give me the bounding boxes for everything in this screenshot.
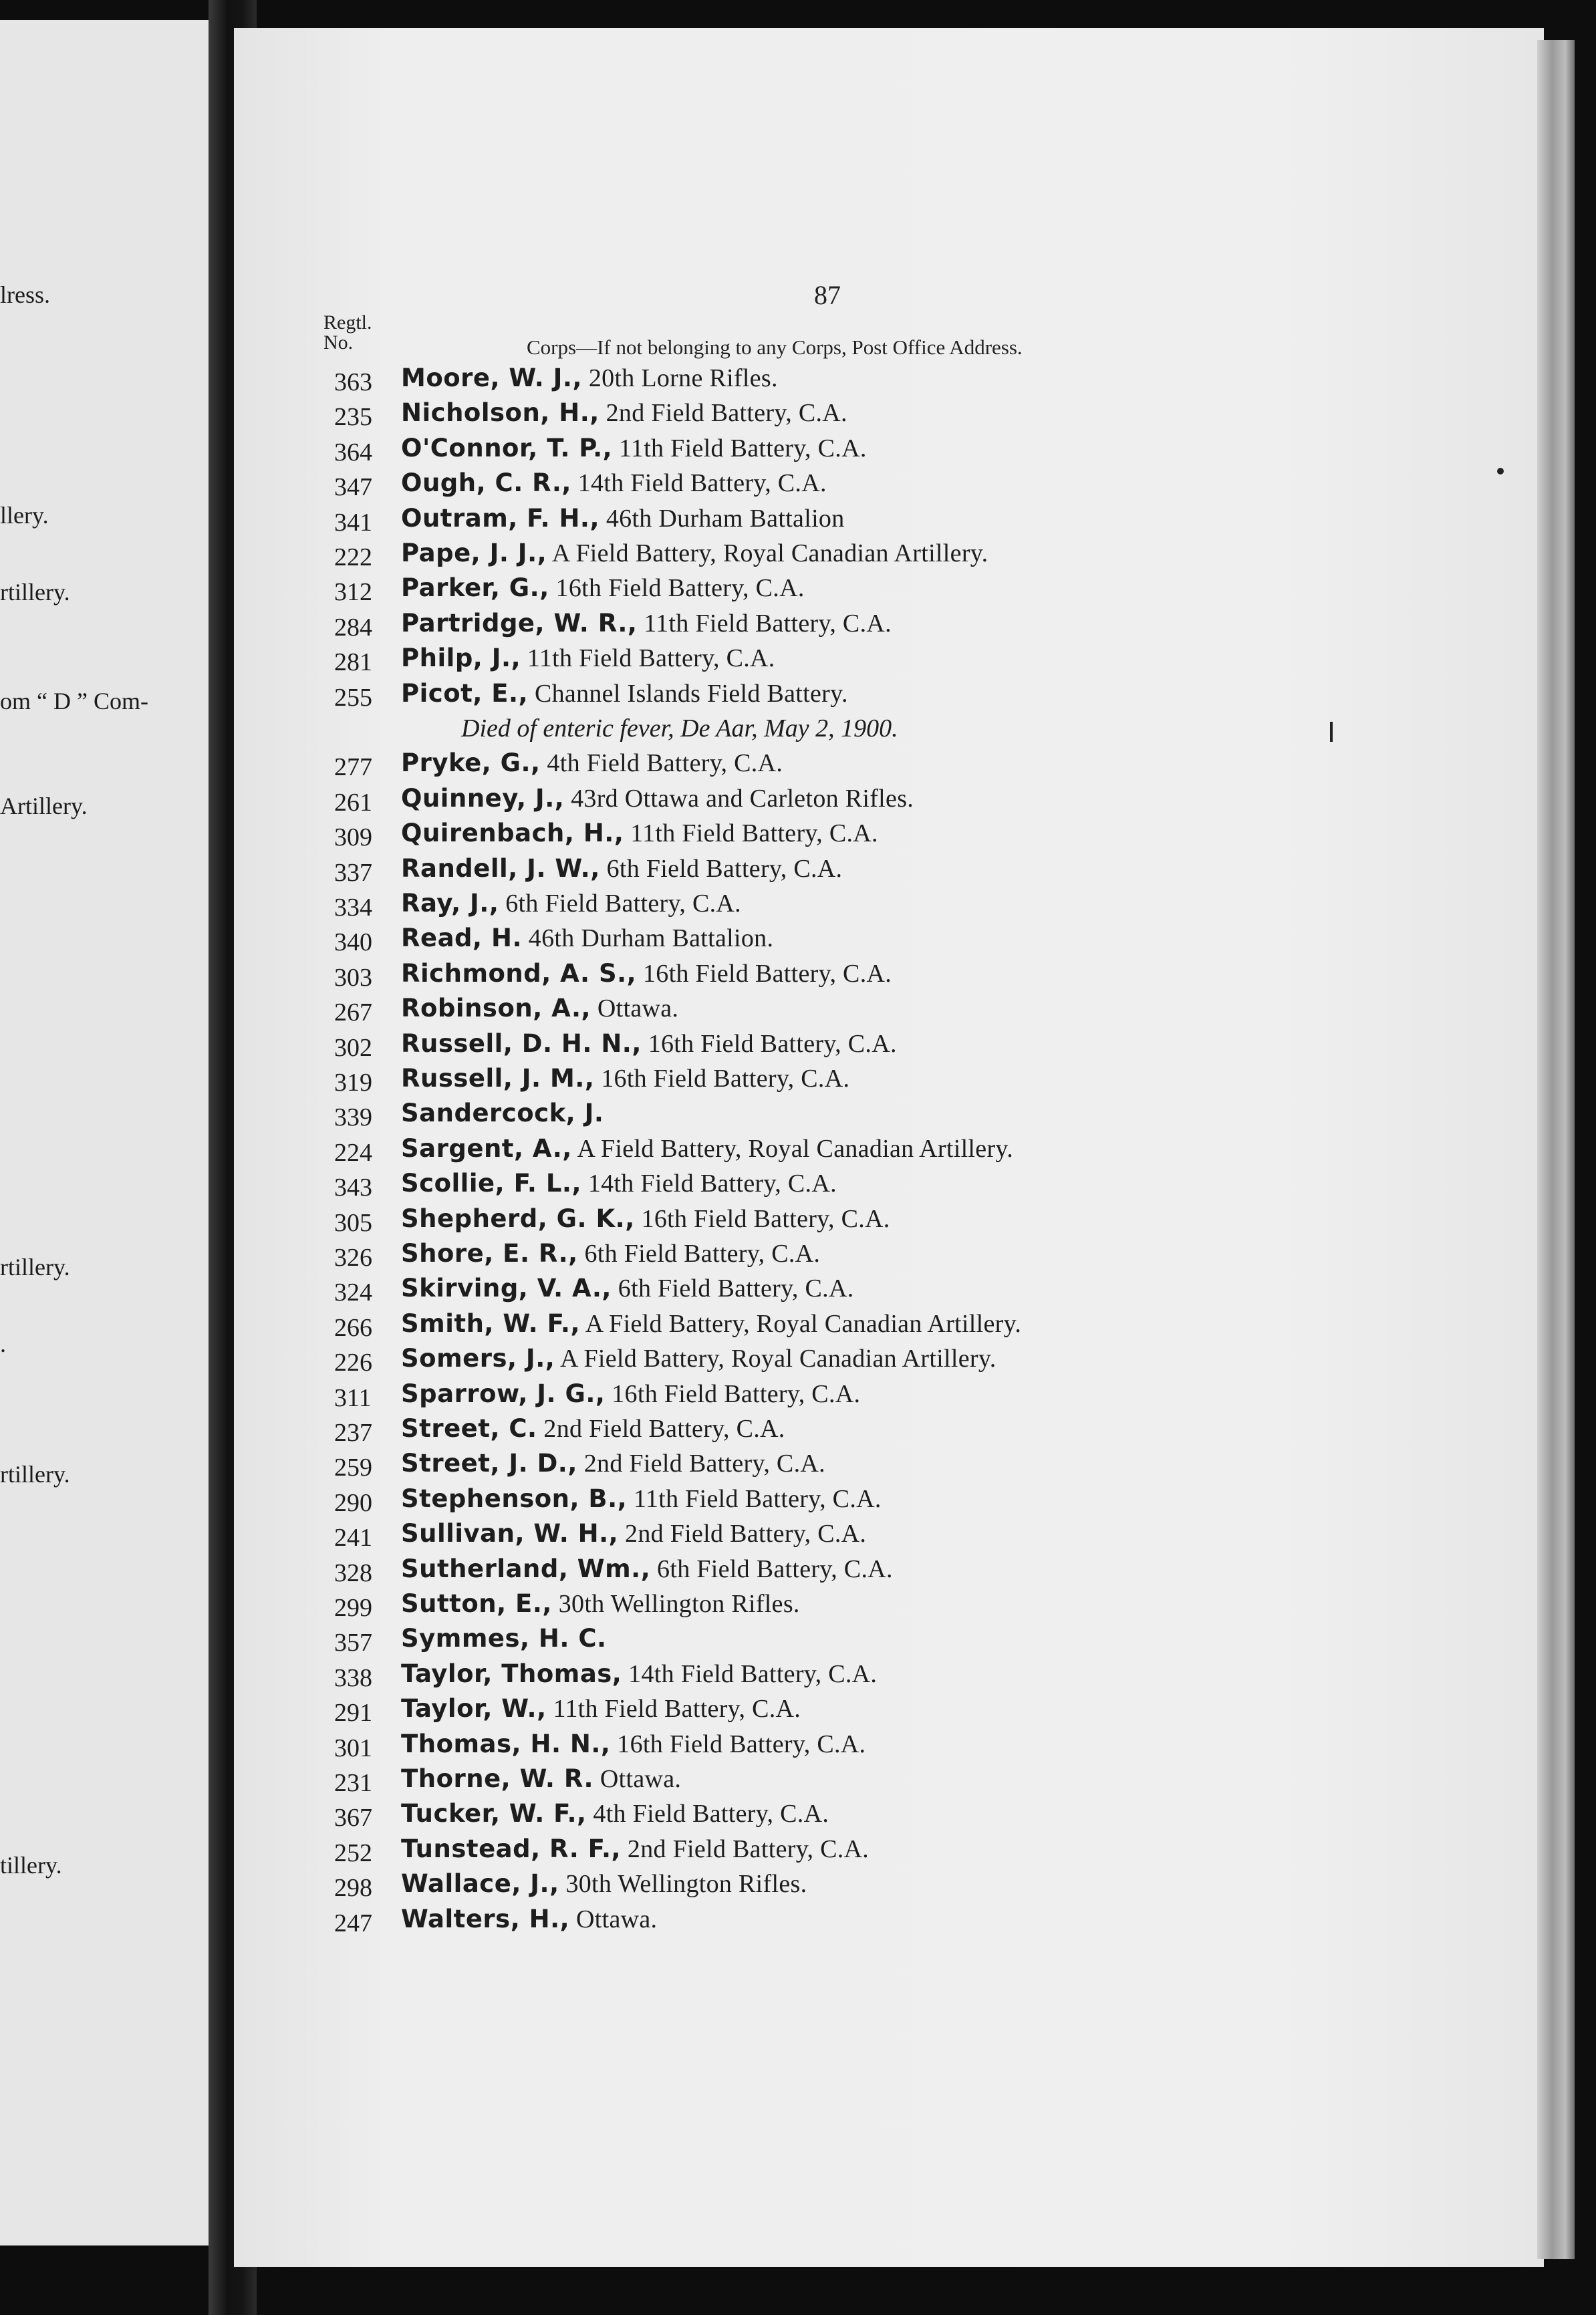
corps-address: 11th Field Battery, C.A.	[624, 819, 878, 848]
corps-address: A Field Battery, Royal Canadian Artillery.	[547, 539, 988, 567]
soldier-name: Pryke, G.,	[401, 748, 541, 778]
regimental-number: 231	[334, 1769, 372, 1797]
facing-page	[0, 20, 209, 2245]
entry-text	[401, 1764, 681, 1794]
soldier-name: Ough, C. R.,	[401, 468, 571, 498]
corps-address: Ottawa.	[569, 1905, 658, 1933]
facing-page-text: rtillery.	[0, 1254, 70, 1280]
soldier-name: Skirving, V. A.,	[401, 1274, 612, 1303]
corps-address: 14th Field Battery, C.A.	[622, 1659, 878, 1688]
entry-text	[401, 1204, 890, 1234]
regimental-number: 311	[334, 1383, 372, 1412]
soldier-name: Ray, J.,	[401, 889, 499, 918]
soldier-name: Robinson, A.,	[401, 994, 591, 1023]
entry-text	[401, 434, 867, 463]
entry-text	[401, 609, 892, 638]
facing-page-text: rtillery.	[0, 579, 70, 605]
print-speck	[1330, 722, 1333, 742]
corps-address: 16th Field Battery, C.A.	[605, 1379, 861, 1408]
corps-address: 16th Field Battery, C.A.	[549, 574, 805, 603]
no-label: No.	[323, 331, 354, 354]
entry-text	[401, 1484, 882, 1514]
regimental-number: 339	[334, 1103, 372, 1132]
corps-address: Channel Islands Field Battery.	[528, 679, 848, 708]
entry-text	[401, 1730, 866, 1759]
soldier-name: Thomas, H. N.,	[401, 1729, 611, 1758]
regimental-number: 241	[334, 1524, 372, 1552]
regimental-number: 224	[334, 1138, 372, 1167]
regimental-number: 343	[334, 1174, 372, 1202]
regtl-label: Regtl.	[323, 311, 372, 333]
entry-text	[401, 1134, 1013, 1164]
corps-address: 16th Field Battery, C.A.	[634, 1204, 890, 1233]
soldier-name: Walters, H.,	[401, 1904, 570, 1933]
regimental-number: 341	[334, 508, 372, 537]
regimental-number: 305	[334, 1208, 372, 1237]
regimental-number: 259	[334, 1454, 372, 1482]
print-speck	[1497, 468, 1504, 474]
regimental-number: 290	[334, 1488, 372, 1517]
regimental-number: 255	[334, 683, 372, 712]
regimental-number: 334	[334, 894, 372, 922]
facing-page-text: tillery.	[0, 1852, 62, 1879]
entry-text	[401, 573, 805, 603]
entry-text	[401, 1169, 837, 1198]
facing-page-text: llery.	[0, 502, 49, 529]
regimental-number: 367	[334, 1804, 372, 1832]
regimental-number: 237	[334, 1419, 372, 1447]
soldier-name: Pape, J. J.,	[401, 539, 547, 567]
corps-address: 11th Field Battery, C.A.	[637, 609, 892, 638]
entry-text	[401, 1344, 996, 1373]
soldier-name: Quirenbach, H.,	[401, 819, 624, 848]
facing-page-text: om “ D ” Com-	[0, 688, 148, 714]
corps-address: 6th Field Battery, C.A.	[577, 1240, 821, 1268]
corps-address: 20th Lorne Rifles.	[582, 364, 778, 392]
entry-text	[401, 1694, 801, 1724]
entry-text	[401, 1659, 877, 1689]
entry-text	[401, 364, 778, 393]
soldier-name: Sutherland, Wm.,	[401, 1554, 651, 1583]
entry-text	[401, 1309, 1021, 1339]
soldier-name: Sandercock, J.	[401, 1099, 604, 1128]
soldier-name: Somers, J.,	[401, 1344, 555, 1373]
soldier-name: Quinney, J.,	[401, 783, 565, 813]
regimental-number: 267	[334, 998, 372, 1027]
regimental-number: 364	[334, 438, 372, 466]
regimental-number: 247	[334, 1909, 372, 1937]
entry-text	[401, 819, 878, 848]
soldier-name: Street, C.	[401, 1414, 537, 1443]
regimental-number: 312	[334, 578, 372, 607]
regimental-number: 226	[334, 1349, 372, 1377]
regimental-number: 347	[334, 473, 372, 502]
soldier-name: Picot, E.,	[401, 678, 529, 708]
regimental-number: 337	[334, 858, 372, 887]
soldier-name: Smith, W. F.,	[401, 1309, 581, 1338]
corps-address: Ottawa.	[591, 994, 679, 1023]
entry-text	[401, 1799, 829, 1828]
soldier-name: Sargent, A.,	[401, 1133, 572, 1163]
death-note: Died of enteric fever, De Aar, May 2, 1900.	[461, 714, 898, 742]
entry-text	[401, 539, 988, 568]
soldier-name: Taylor, Thomas,	[401, 1659, 622, 1688]
regimental-number: 281	[334, 648, 372, 677]
soldier-name: Thorne, W. R.	[401, 1764, 594, 1793]
soldier-name: Randell, J. W.,	[401, 853, 600, 883]
regimental-number: 277	[334, 753, 372, 782]
corps-address: 16th Field Battery, C.A.	[594, 1065, 850, 1093]
corps-address: 46th Durham Battalion	[600, 504, 845, 533]
corps-address: 6th Field Battery, C.A.	[600, 854, 843, 883]
soldier-name: Outram, F. H.,	[401, 503, 600, 533]
soldier-name: Tucker, W. F.,	[401, 1799, 587, 1828]
entry-text	[401, 679, 848, 708]
facing-page-text: lress.	[0, 281, 50, 308]
soldier-name: Shepherd, G. K.,	[401, 1204, 635, 1233]
entry-text	[401, 1449, 825, 1478]
corps-header: Corps—If not belonging to any Corps, Post Office Address.	[527, 335, 1023, 359]
page-number: 87	[814, 280, 841, 310]
entry-text	[401, 398, 847, 428]
regimental-number: 340	[334, 928, 372, 957]
soldier-name: Street, J. D.,	[401, 1449, 577, 1478]
corps-address: 46th Durham Battalion.	[522, 924, 774, 953]
facing-page-text: rtillery.	[0, 1461, 70, 1488]
entry-text	[401, 1834, 869, 1864]
entry-text	[401, 748, 783, 778]
entry-text	[401, 1905, 657, 1934]
regimental-number: 235	[334, 403, 372, 432]
soldier-name: Russell, D. H. N.,	[401, 1029, 642, 1058]
regimental-number: 291	[334, 1699, 372, 1728]
corps-address: 16th Field Battery, C.A.	[641, 1029, 897, 1058]
corps-address: 2nd Field Battery, C.A.	[618, 1520, 867, 1548]
soldier-name: Shore, E. R.,	[401, 1239, 578, 1268]
entry-text	[401, 1414, 785, 1444]
regimental-number: 284	[334, 613, 372, 642]
entry-text	[401, 959, 892, 988]
corps-address: A Field Battery, Royal Canadian Artillery.	[580, 1309, 1022, 1338]
corps-address: A Field Battery, Royal Canadian Artillery.	[555, 1345, 996, 1373]
soldier-name: Philp, J.,	[401, 644, 521, 673]
corps-address: 16th Field Battery, C.A.	[636, 959, 892, 988]
entry-text	[401, 1029, 897, 1059]
entry-text	[401, 1379, 860, 1409]
soldier-name: Richmond, A. S.,	[401, 958, 637, 988]
corps-address: 30th Wellington Rifles.	[559, 1870, 807, 1899]
soldier-name: Tunstead, R. F.,	[401, 1834, 622, 1863]
entry-text	[401, 468, 827, 498]
regimental-number: 357	[334, 1629, 372, 1657]
regimental-number: 326	[334, 1244, 372, 1272]
regimental-number: 261	[334, 788, 372, 817]
entry-text	[401, 504, 845, 533]
corps-address: 16th Field Battery, C.A.	[610, 1730, 866, 1758]
entry-text	[401, 1239, 820, 1268]
soldier-name: Moore, W. J.,	[401, 364, 583, 392]
corps-address: 2nd Field Battery, C.A.	[621, 1834, 870, 1863]
facing-page-text: Artillery.	[0, 793, 88, 819]
entry-text	[401, 1064, 849, 1093]
entry-text	[401, 1624, 607, 1653]
corps-address: 14th Field Battery, C.A.	[571, 469, 827, 498]
page-edge	[1537, 40, 1575, 2259]
regimental-number: 324	[334, 1278, 372, 1307]
corps-address: 4th Field Battery, C.A.	[586, 1800, 829, 1828]
entry-text	[401, 1589, 800, 1619]
corps-address: 11th Field Battery, C.A.	[627, 1484, 882, 1513]
soldier-name: Stephenson, B.,	[401, 1484, 628, 1513]
soldier-name: Partridge, W. R.,	[401, 608, 638, 638]
corps-address: 6th Field Battery, C.A.	[611, 1274, 854, 1303]
corps-address: 4th Field Battery, C.A.	[540, 749, 783, 778]
entry-text	[401, 1869, 807, 1899]
entry-text	[401, 889, 741, 918]
corps-address: 11th Field Battery, C.A.	[612, 434, 867, 462]
regimental-number: 299	[334, 1594, 372, 1622]
corps-address: 14th Field Battery, C.A.	[581, 1170, 837, 1198]
regimental-number: 338	[334, 1663, 372, 1692]
regimental-number: 363	[334, 368, 372, 396]
corps-address: 11th Field Battery, C.A.	[521, 644, 775, 673]
soldier-name: O'Connor, T. P.,	[401, 433, 613, 462]
corps-address: 2nd Field Battery, C.A.	[577, 1450, 825, 1478]
corps-address: 11th Field Battery, C.A.	[546, 1695, 801, 1724]
corps-address: 30th Wellington Rifles.	[551, 1590, 800, 1618]
soldier-name: Parker, G.,	[401, 573, 549, 603]
regimental-number: 328	[334, 1558, 372, 1587]
entry-text	[401, 784, 914, 813]
regimental-number: 222	[334, 543, 372, 571]
corps-address: Ottawa.	[593, 1765, 682, 1793]
soldier-name: Taylor, W.,	[401, 1694, 547, 1724]
soldier-name: Sullivan, W. H.,	[401, 1519, 619, 1548]
corps-address: 2nd Field Battery, C.A.	[537, 1415, 785, 1443]
soldier-name: Russell, J. M.,	[401, 1064, 595, 1093]
soldier-name: Read, H.	[401, 924, 522, 953]
corps-address: 6th Field Battery, C.A.	[499, 890, 741, 918]
soldier-name: Wallace, J.,	[401, 1869, 559, 1899]
corps-address: 6th Field Battery, C.A.	[650, 1554, 893, 1583]
regimental-number: 309	[334, 823, 372, 852]
regimental-number: 301	[334, 1734, 372, 1762]
regimental-number: 303	[334, 963, 372, 992]
entry-text	[401, 1274, 854, 1303]
entry-text	[401, 644, 775, 673]
regtl-no-header	[323, 313, 372, 353]
entry-text	[401, 1099, 604, 1128]
soldier-name: Sutton, E.,	[401, 1589, 552, 1618]
corps-address: 43rd Ottawa and Carleton Rifles.	[564, 784, 914, 813]
corps-address: 2nd Field Battery, C.A.	[599, 399, 847, 428]
facing-page-text: .	[0, 1331, 6, 1357]
soldier-name: Nicholson, H.,	[401, 398, 600, 428]
soldier-name: Scollie, F. L.,	[401, 1169, 582, 1198]
soldier-name: Sparrow, J. G.,	[401, 1379, 606, 1408]
corps-address: A Field Battery, Royal Canadian Artillery.	[571, 1134, 1014, 1163]
regimental-number: 302	[334, 1033, 372, 1062]
regimental-number: 319	[334, 1069, 372, 1097]
entry-text	[401, 924, 773, 953]
regimental-number: 252	[334, 1839, 372, 1867]
regimental-number: 298	[334, 1874, 372, 1903]
entry-text	[401, 1519, 866, 1548]
soldier-name: Symmes, H. C.	[401, 1624, 607, 1653]
regimental-number: 266	[334, 1313, 372, 1342]
entry-text	[401, 1554, 893, 1584]
entry-text	[401, 854, 842, 883]
entry-text	[401, 994, 678, 1023]
